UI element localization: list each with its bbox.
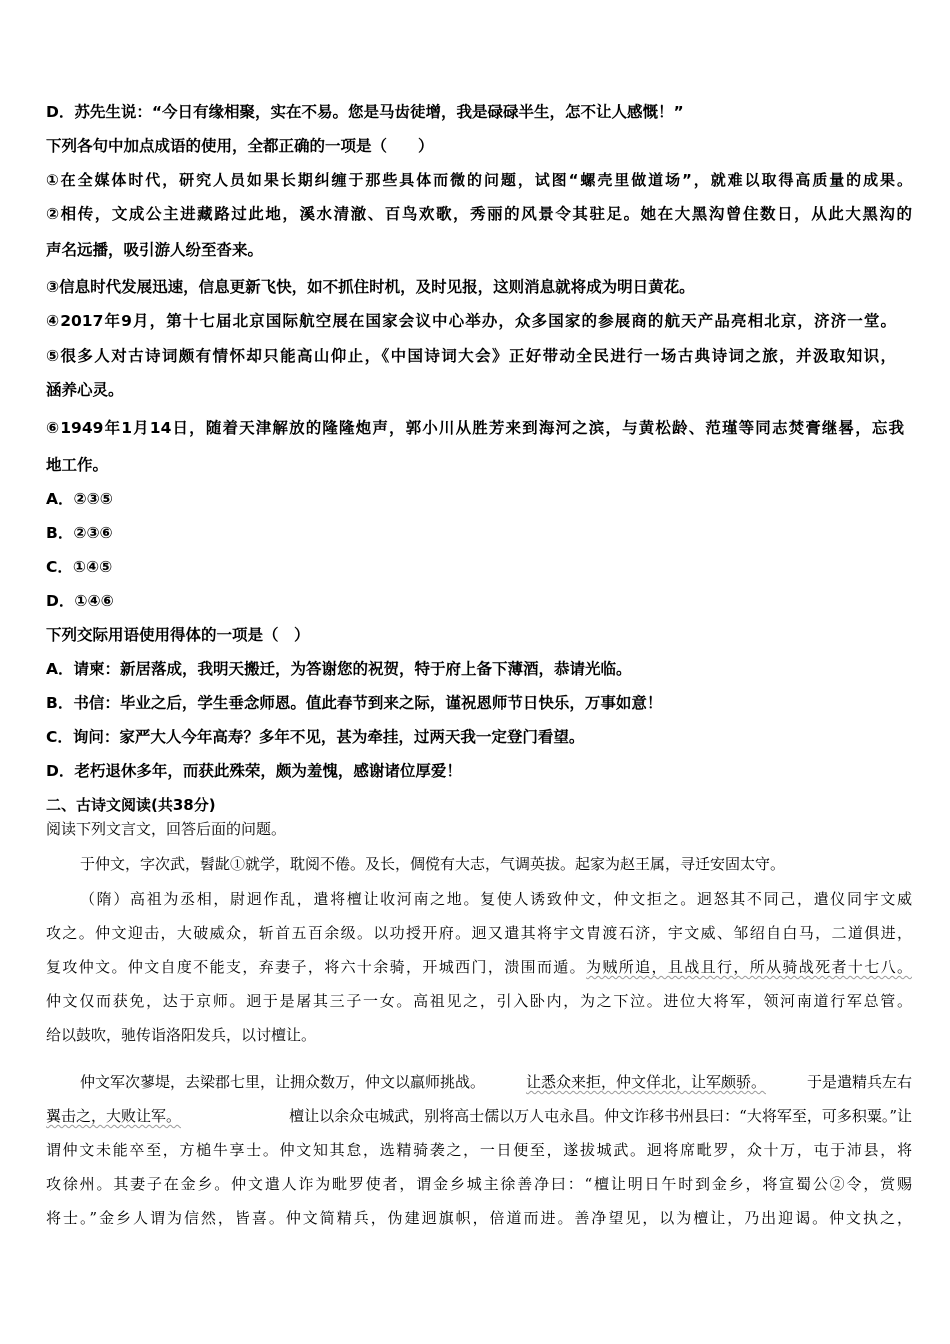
passage-text: 将士。”金乡人谓为信然，皆喜。仲文简精兵，伪建迥旗帜，倍道而进。善净望见，以为檀让，乃出迎谒。仲文执之， [46, 1209, 912, 1227]
idiom-sentence-2-cont: 声名远播，吸引游人纷至沓来。 [46, 241, 264, 259]
idiom-question-stem: 下列各句中加点成语的使用，全都正确的一项是（ ） [46, 137, 434, 155]
idiom-option-d: D．①④⑥ [46, 592, 114, 610]
idiom-option-c: C．①④⑤ [46, 558, 113, 576]
section-2-instruction: 阅读下列文言文，回答后面的问题。 [46, 820, 287, 838]
passage-text: 于仲文，字次武，髫龀①就学，耽阅不倦。及长，倜傥有大志，气调英拔。起家为赵王属，寻迁安固太守。 [80, 855, 786, 873]
etiquette-option-d: D．老朽退休多年，而获此殊荣，颇为羞愧，感谢诸位厚爱！ [46, 762, 462, 780]
passage-line [46, 1174, 912, 1194]
prev-question-option-d: D．苏先生说：“今日有缘相聚，实在不易。您是马齿徒增，我是碌碌半生，怎不让人感慨！” [46, 103, 684, 121]
idiom-sentence-6: ⑥1949年1月14日，随着天津解放的隆隆炮声，郭小川从胜芳来到海河之滨，与黄松龄、范瑾等同志焚膏继晷，忘我 [46, 419, 904, 437]
passage-text: 仲文军次蓼堤，去梁郡七里，让拥众数万，仲文以羸师挑战。 [80, 1073, 486, 1091]
passage-line [46, 1025, 316, 1045]
passage-line [46, 1140, 912, 1160]
idiom-option-b: B．②③⑥ [46, 524, 113, 542]
passage-text: 复攻仲文。仲文自度不能支，弃妻子，将六十余骑，开城西门，溃围而遁。 [46, 958, 587, 976]
passage-line [80, 854, 785, 874]
wavy-underlined-text: 翼击之，大败让军。 [46, 1107, 182, 1125]
passage-text: 给以鼓吹，驰传诣洛阳发兵，以讨檀让。 [46, 1026, 317, 1044]
passage-text: 于是遣精兵左右 [806, 1073, 912, 1091]
passage-line [46, 957, 912, 977]
idiom-option-a: A．②③⑤ [46, 490, 113, 508]
idiom-sentence-2: ②相传，文成公主进藏路过此地，溪水清澈、百鸟欢歌，秀丽的风景令其驻足。她在大黑沟曾住数日，从此大黑沟的 [46, 205, 912, 223]
passage-line [46, 1208, 912, 1228]
passage-text: 仲文仅而获免，达于京师。迥于是屠其三子一女。高祖见之，引入卧内，为之下泣。进位大将军，领河南道行军总管。 [46, 992, 912, 1010]
passage-text: 攻徐州。其妻子在金乡。仲文遣人诈为毗罗使者，谓金乡城主徐善净曰：“檀让明日午时到金乡，将宣蜀公②令，赏赐 [46, 1175, 912, 1193]
passage-text: 谓仲文未能卒至，方槌牛享士。仲文知其怠，选精骑袭之，一日便至，遂拔城武。迥将席毗罗，众十万，屯于沛县，将 [46, 1141, 912, 1159]
etiquette-question-stem: 下列交际用语使用得体的一项是（ ） [46, 626, 310, 644]
etiquette-option-a: A．请柬：新居落成，我明天搬迁，为答谢您的祝贺，特于府上备下薄酒，恭请光临。 [46, 660, 632, 678]
idiom-sentence-4: ④2017年9月，第十七届北京国际航空展在国家会议中心举办，众多国家的参展商的航天产品亮相北京，济济一堂。 [46, 312, 896, 330]
passage-text: 攻之。仲文迎击，大破威众，斩首五百余级。以功授开府。迥又遣其将宇文胄渡石济，宇文威、邹绍自白马，二道俱进， [46, 924, 912, 942]
wavy-underlined-text: 为贼所追，且战且行，所从骑战死者十七八。 [586, 958, 912, 976]
idiom-sentence-5: ⑤很多人对古诗词颇有情怀却只能高山仰止，《中国诗词大会》正好带动全民进行一场古典诗词之旅，并汲取知识， [46, 347, 896, 365]
wavy-underlined-text: 让悉众来拒，仲文佯北，让军颇骄。 [525, 1073, 766, 1091]
idiom-sentence-3: ③信息时代发展迅速，信息更新飞快，如不抓住时机，及时见报，这则消息就将成为明日黄花。 [46, 278, 695, 296]
passage-line [46, 1106, 912, 1126]
idiom-sentence-1: ①在全媒体时代，研究人员如果长期纠缠于那些具体而微的问题，试图“螺壳里做道场”，就难以取得高质量的成果。 [46, 171, 912, 189]
passage-line [80, 1072, 912, 1092]
idiom-sentence-5-cont: 涵养心灵。 [46, 381, 124, 399]
passage-line [80, 889, 912, 909]
etiquette-option-c: C．询问：家严大人今年高寿？多年不见，甚为牵挂，过两天我一定登门看望。 [46, 728, 585, 746]
etiquette-option-b: B．书信：毕业之后，学生垂念师恩。值此春节到来之际，谨祝恩师节日快乐，万事如意！ [46, 694, 663, 712]
idiom-sentence-6-cont: 地工作。 [46, 456, 109, 474]
passage-line [46, 923, 912, 943]
passage-line [46, 991, 912, 1011]
passage-text: （隋）高祖为丞相，尉迥作乱，遣将檀让收河南之地。复使人诱致仲文，仲文拒之。迥怒其不同己，遣仪同宇文威 [80, 890, 912, 908]
section-2-title: 二、古诗文阅读(共38分) [46, 796, 216, 814]
passage-text: 檀让以余众屯城武，别将高士儒以万人屯永昌。仲文诈移书州县曰：“大将军至，可多积粟。”让 [289, 1107, 912, 1125]
